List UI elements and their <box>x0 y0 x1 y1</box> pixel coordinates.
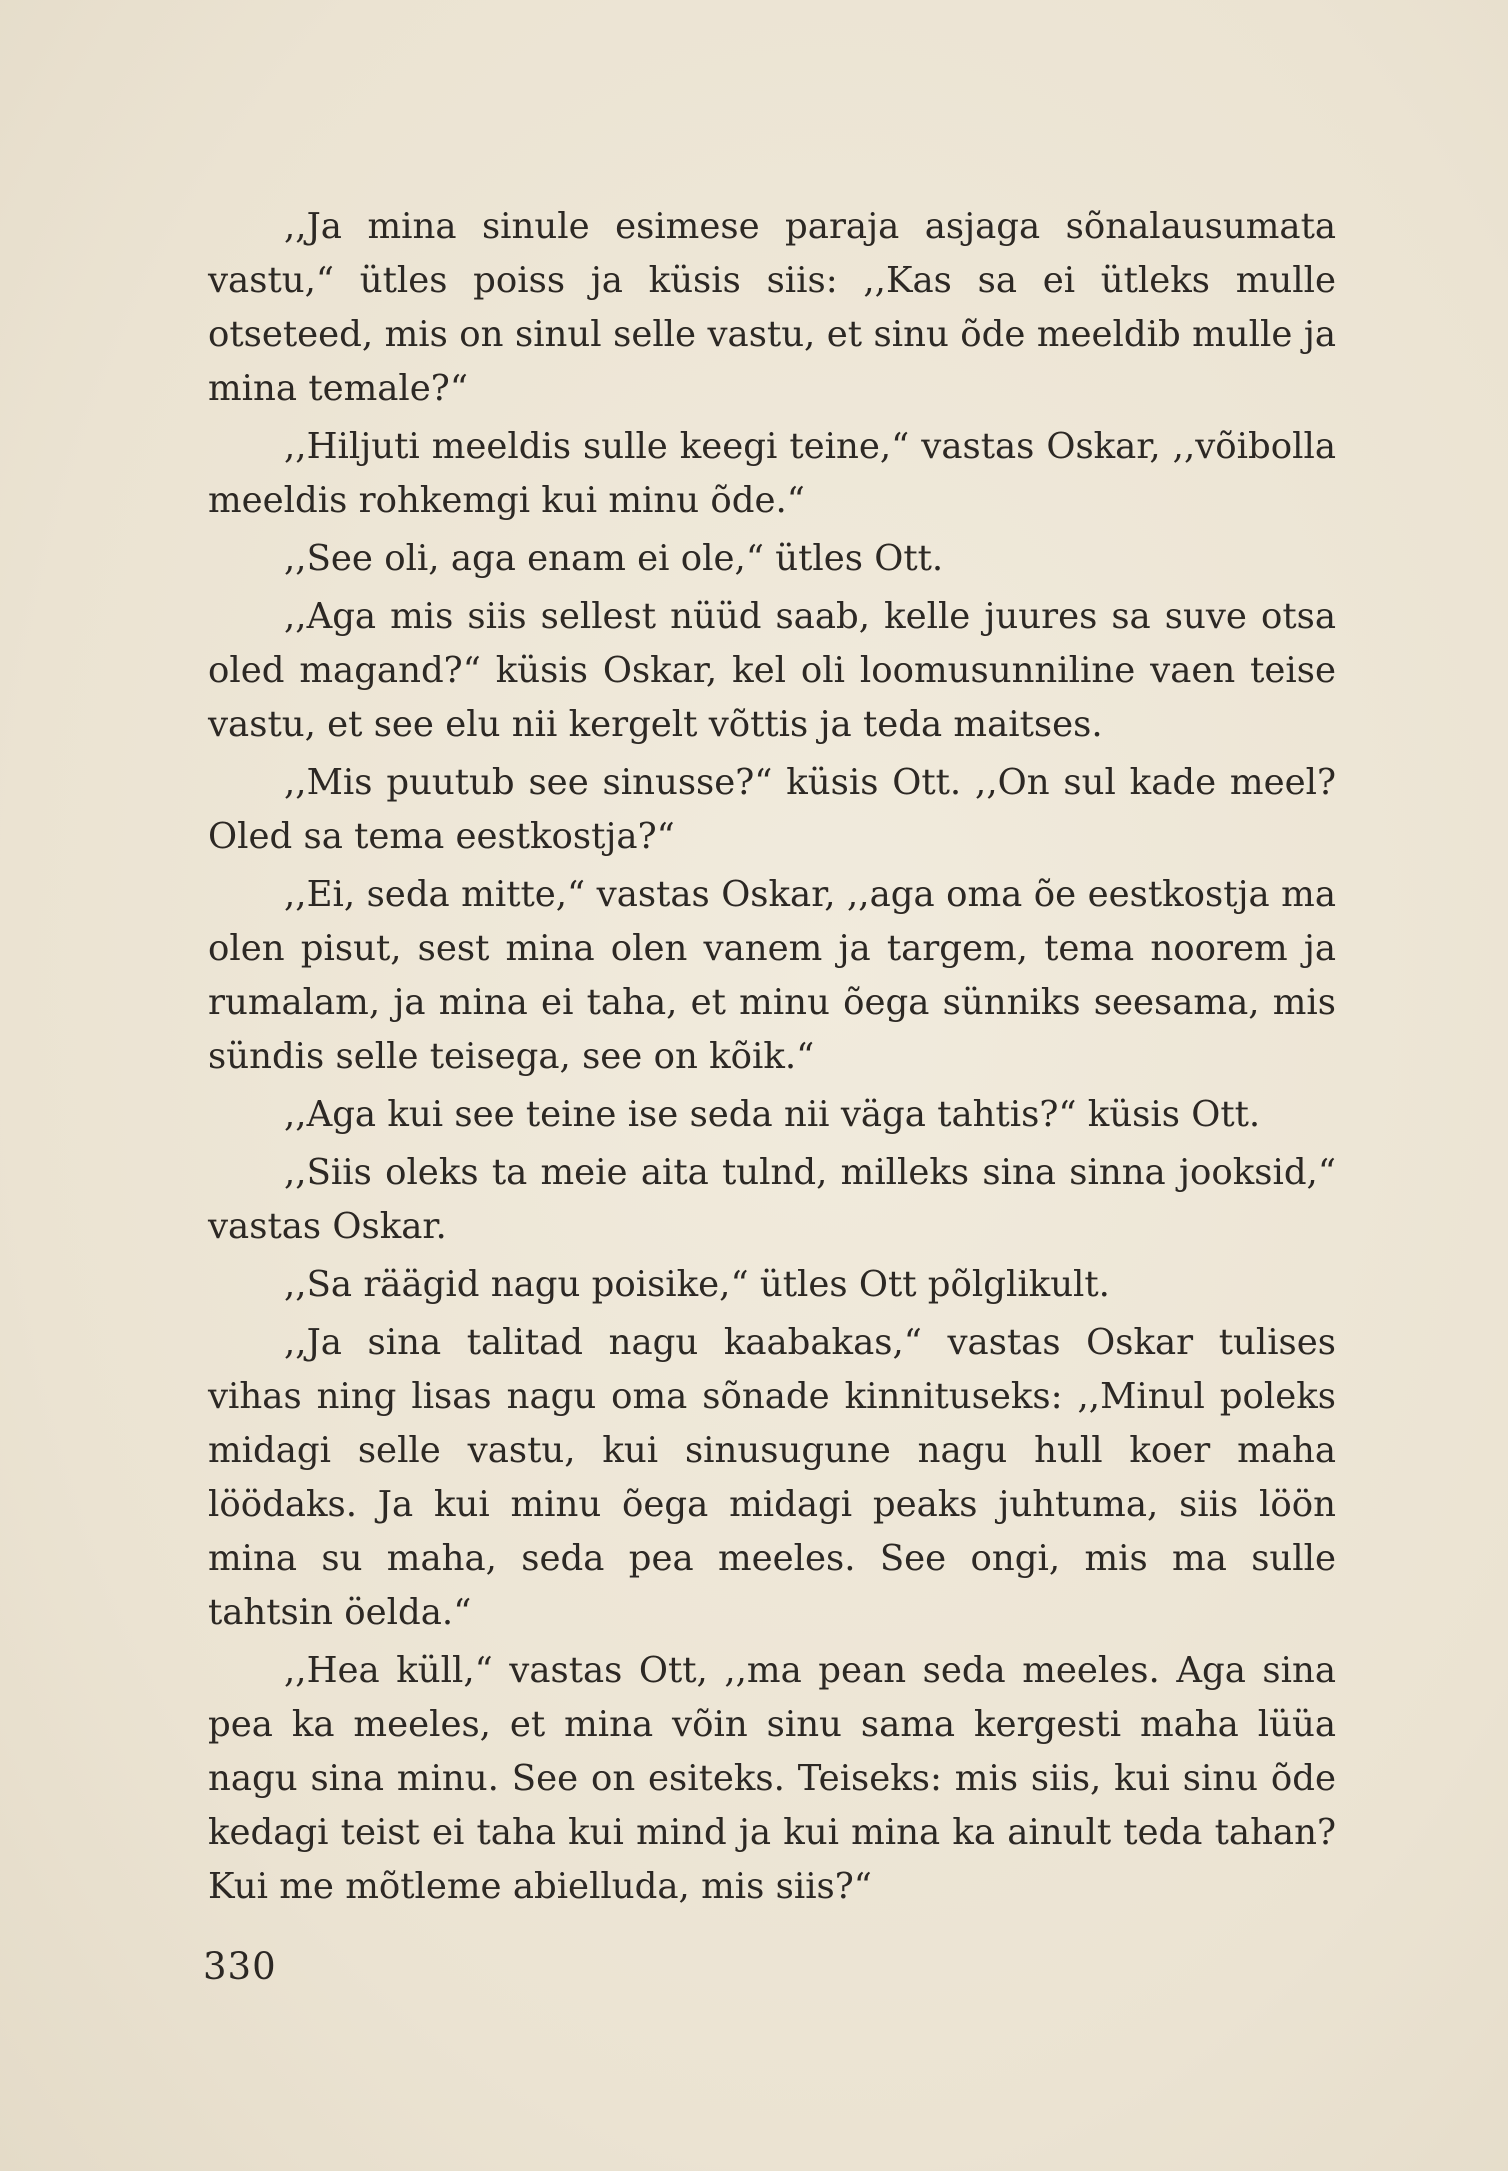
paragraph-11: ,,Hea küll,“ vastas Ott, ,,ma pean seda meeles. Aga sina pea ka meeles, et mina võin sinu sama kergesti maha lüüa nagu sina minu. See on esiteks. Teiseks: mis siis, kui sinu õde kedagi teist ei taha kui mind ja kui mina ka ainult teda tahan? Kui me mõtleme abielluda, mis siis?“ <box>208 1650 1336 1907</box>
paragraph-1: ,,Ja mina sinule esimese paraja asjaga sõnalausumata vastu,“ ütles poiss ja küsis siis: ,,Kas sa ei ütleks mulle otseteed, mis on sinul selle vastu, et sinu õde meeldib mulle ja mina temale?“ <box>208 206 1336 409</box>
paragraph-3: ,,See oli, aga enam ei ole,“ ütles Ott. <box>284 538 944 579</box>
page-number: 330 <box>203 1945 277 1988</box>
paragraph-4: ,,Aga mis siis sellest nüüd saab, kelle juures sa suve otsa oled magand?“ küsis Oskar, kel oli loomusunniline vaen teise vastu, et see elu nii kergelt võttis ja teda maitses. <box>208 596 1336 745</box>
paragraph-2: ,,Hiljuti meeldis sulle keegi teine,“ vastas Oskar, ,,võibolla meeldis rohkemgi kui minu õde.“ <box>208 426 1336 521</box>
paragraph-9: ,,Sa räägid nagu poisike,“ ütles Ott põlglikult. <box>284 1264 1110 1305</box>
body-text <box>208 200 1336 1914</box>
paragraph-7: ,,Aga kui see teine ise seda nii väga tahtis?“ küsis Ott. <box>284 1094 1261 1135</box>
paragraph-6: ,,Ei, seda mitte,“ vastas Oskar, ,,aga oma õe eestkostja ma olen pisut, sest mina olen vanem ja targem, tema noorem ja rumalam, ja mina ei taha, et minu õega sünniks seesama, mis sündis selle teisega, see on kõik.“ <box>208 874 1336 1077</box>
paragraph-10: ,,Ja sina talitad nagu kaabakas,“ vastas Oskar tulises vihas ning lisas nagu oma sõnade kinnituseks: ,,Minul poleks midagi selle vastu, kui sinusugune nagu hull koer maha löödaks. Ja kui minu õega midagi peaks juhtuma, siis löön mina su maha, seda pea meeles. See ongi, mis ma sulle tahtsin öelda.“ <box>208 1322 1336 1633</box>
paragraph-5: ,,Mis puutub see sinusse?“ küsis Ott. ,,On sul kade meel? Oled sa tema eestkostja?“ <box>208 762 1336 857</box>
paragraph-8: ,,Siis oleks ta meie aita tulnd, milleks sina sinna jooksid,“ vastas Oskar. <box>208 1152 1336 1247</box>
